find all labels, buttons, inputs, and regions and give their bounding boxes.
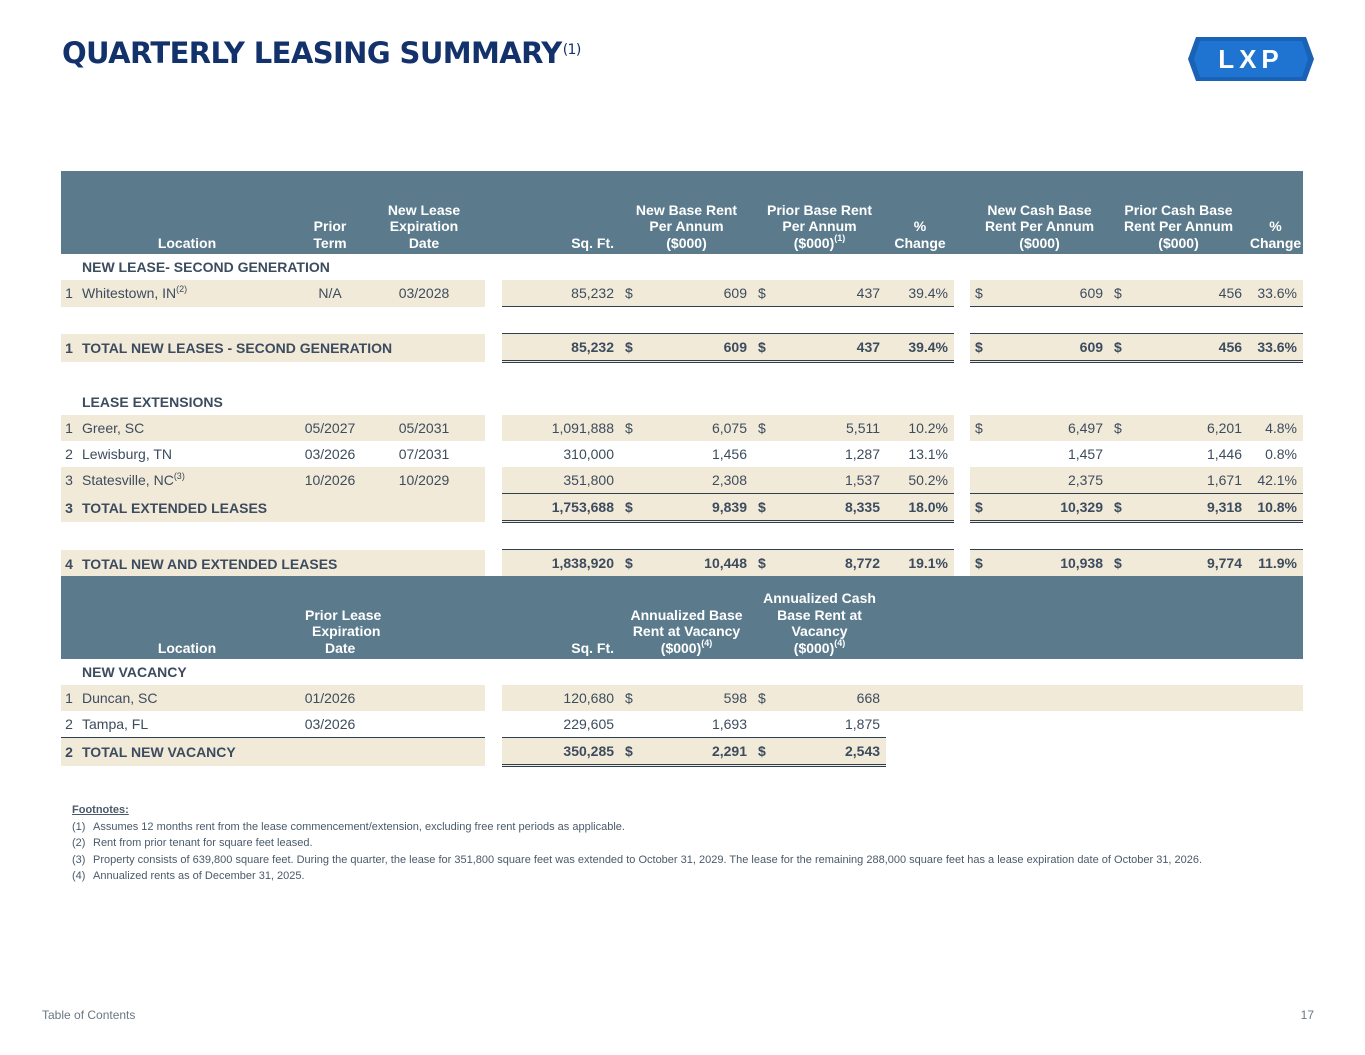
col-new-base-rent: New Base Rent Per Annum ($000) bbox=[620, 171, 753, 254]
row-location: Whitestown, IN$^{(2)}$ bbox=[77, 280, 297, 307]
page-number: 17 bbox=[1300, 1008, 1314, 1022]
section-row bbox=[61, 254, 1303, 280]
section-label: NEW LEASE- SECOND GENERATION bbox=[82, 259, 330, 275]
footnotes-heading: Footnotes: bbox=[72, 804, 129, 816]
page-title bbox=[62, 36, 581, 70]
col-new-cash-base: New Cash Base Rent Per Annum ($000) bbox=[970, 171, 1109, 254]
table-row: 2 Tampa, FL 03/2026 229,605 1,693 1,875 bbox=[61, 711, 1303, 738]
col-sqft: Sq. Ft. bbox=[502, 576, 620, 659]
table-header-row bbox=[61, 576, 1303, 659]
col-location: Location bbox=[77, 171, 297, 254]
table-row: 1 Greer, SC 05/2027 05/2031 1,091,888 $ 6,075 $ 5,511 10.2% $ 6,497 $ 6,201 4.8% bbox=[61, 415, 1303, 441]
total-row: 1 TOTAL NEW LEASES - SECOND GENERATION 85,232 $ 609 $ 437 39.4% $ 609 $ 456 33.6% bbox=[61, 334, 1303, 362]
footnote-item: (2) Rent from prior tenant for square feet leased. bbox=[72, 837, 313, 849]
footnote-item: (3) Property consists of 639,800 square feet. During the quarter, the lease for 351,800 square feet was extended to October 31, 2029. The lease for the remaining 288,000 square feet has a lease expiration date of October 31, 2026. bbox=[72, 853, 1203, 866]
table-of-contents-link[interactable]: Table of Contents bbox=[42, 1008, 136, 1022]
col-prior-term: Prior Term bbox=[297, 171, 363, 254]
table-row: 2 Lewisburg, TN 03/2026 07/2031 310,000 1,456 1,287 13.1% 1,457 1,446 0.8% bbox=[61, 441, 1303, 467]
table-row: 1 Duncan, SC 01/2026 120,680 $ 598 $ 668 bbox=[61, 685, 1303, 711]
col-sqft: Sq. Ft. bbox=[502, 171, 620, 254]
section-label: LEASE EXTENSIONS bbox=[82, 394, 223, 410]
section-row bbox=[61, 389, 1303, 415]
grand-total-row: 4 TOTAL NEW AND EXTENDED LEASES 1,838,920 $ 10,448 $ 8,772 19.1% $ 10,938 $ 9,774 11.9% bbox=[61, 550, 1303, 578]
col-annualized-base: Annualized Base Rent at Vacancy ($000)$^{(4)}$ bbox=[620, 576, 753, 659]
footnotes bbox=[72, 802, 1292, 885]
row-location: Lewisburg, TN bbox=[82, 446, 173, 462]
title-footnote-mark: (1) bbox=[562, 42, 581, 58]
col-location: Location bbox=[77, 576, 297, 659]
row-location: Statesville, NC$^{(3)}$ bbox=[77, 467, 297, 494]
total-row: 2 TOTAL NEW VACANCY 350,285 $ 2,291 $ 2,543 bbox=[61, 738, 1303, 766]
col-pct-change-2: % Change bbox=[1248, 171, 1303, 254]
col-pct-change: % Change bbox=[886, 171, 954, 254]
title-text: QUARTERLY LEASING SUMMARY bbox=[62, 36, 562, 70]
vacancy-table bbox=[61, 576, 1303, 767]
lxp-logo bbox=[1186, 27, 1316, 91]
col-prior-base-rent: Prior Base Rent Per Annum ($000)$^{(1)}$ bbox=[753, 171, 886, 254]
leasing-table bbox=[61, 171, 1303, 579]
col-new-lease-exp: New Lease Expiration Date bbox=[363, 171, 485, 254]
col-annualized-cash: Annualized Cash Base Rent at Vacancy ($000)$^{(4)}$ bbox=[753, 576, 886, 659]
total-row: 3 TOTAL EXTENDED LEASES 1,753,688 $ 9,839 $ 8,335 18.0% $ 10,329 $ 9,318 10.8% bbox=[61, 494, 1303, 522]
row-location: Greer, SC bbox=[77, 415, 297, 441]
section-label: NEW VACANCY bbox=[82, 664, 187, 680]
table-row: 3 Statesville, NC$^{(3)}$ 10/2026 10/2029 351,800 2,308 1,537 50.2% 2,375 1,671 42.1% bbox=[61, 467, 1303, 494]
table-header-row bbox=[61, 171, 1303, 254]
logo-text: LXP bbox=[1218, 44, 1284, 74]
col-prior-lease-exp: Prior Lease Expiration Date bbox=[297, 576, 485, 659]
col-prior-cash-base: Prior Cash Base Rent Per Annum ($000) bbox=[1109, 171, 1248, 254]
footnote-item: (1) Assumes 12 months rent from the lease commencement/extension, excluding free rent periods as applicable. bbox=[72, 820, 625, 833]
section-row bbox=[61, 659, 1303, 685]
footnote-item: (4) Annualized rents as of December 31, 2025. bbox=[72, 870, 305, 882]
table-row: 1 Whitestown, IN$^{(2)}$ N/A 03/2028 85,232 $ 609 $ 437 39.4% $ 609 $ 456 33.6% bbox=[61, 280, 1303, 307]
